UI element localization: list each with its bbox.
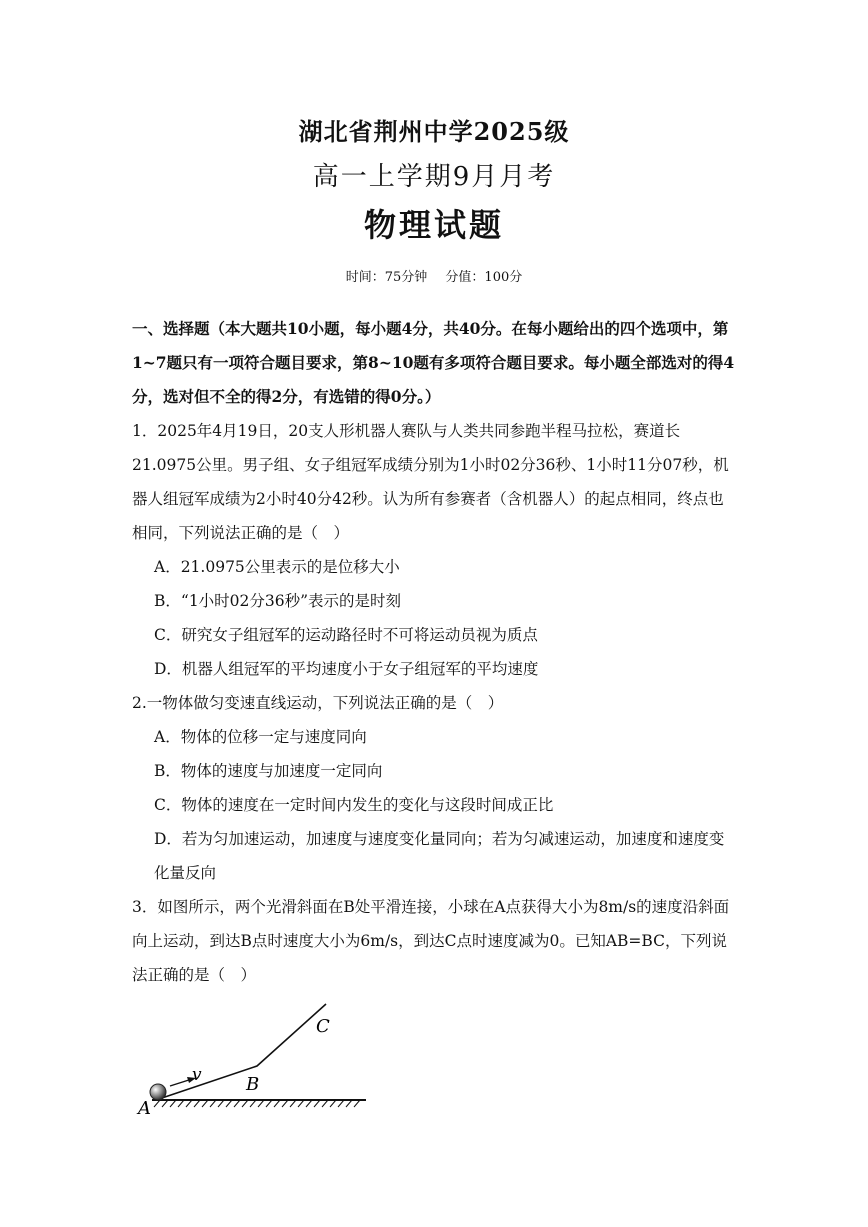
- question-2-option-a: A．物体的位移一定与速度同向: [154, 728, 367, 746]
- incline-diagram: [130, 1000, 380, 1120]
- question-2-stem: 2.一物体做匀变速直线运动，下列说法正确的是（ ）: [132, 694, 504, 712]
- exam-meta: [0, 266, 868, 285]
- question-3-stem: 3．如图所示，两个光滑斜面在B处平滑连接，小球在A点获得大小为8m/s的速度沿斜面向上运动，到达B点时速度大小为6m/s，到达C点时速度减为0。已知AB=BC，下列说法正确的是（ ）: [132, 898, 730, 984]
- label-b: B: [246, 1074, 260, 1095]
- label-v: v: [192, 1065, 202, 1085]
- exam-score: 分值：100分: [445, 270, 523, 285]
- question-2-option-c: C．物体的速度在一定时间内发生的变化与这段时间成正比: [154, 796, 554, 814]
- question-1-stem: 1．2025年4月19日，20支人形机器人赛队与人类共同参跑半程马拉松，赛道长21.0975公里。男子组、女子组冠军成绩分别为1小时02分36秒、1小时11分07秒，机器人组冠军成绩为2小时40分42秒。认为所有参赛者（含机器人）的起点相同，终点也相同，下列说法正确的是（ ）: [132, 422, 729, 542]
- incline-slopes: [156, 1004, 326, 1100]
- section-heading: 一、选择题（本大题共10小题，每小题4分，共40分。在每小题给出的四个选项中，第1~7题只有一项符合题目要求，第8~10题有多项符合题目要求。每小题全部选对的得4分，选对但不全的得2分，有选错的得0分。）: [132, 319, 735, 406]
- question-2-option-b: B．物体的速度与加速度一定同向: [154, 762, 383, 780]
- question-1-option-b: B．“1小时02分36秒”表示的是时刻: [154, 592, 402, 610]
- subject-title: 物理试题: [363, 206, 504, 244]
- ground-hatch: [154, 1100, 360, 1107]
- ball: [150, 1084, 166, 1100]
- exam-time: 时间：75分钟: [345, 270, 428, 285]
- label-a: A: [138, 1098, 151, 1119]
- school-title: 湖北省荆州中学2025级: [298, 117, 570, 146]
- question-2-option-d: D．若为匀加速运动，加速度与速度变化量同向；若为匀减速运动，加速度和速度变化量反向: [154, 830, 725, 882]
- question-1-option-c: C．研究女子组冠军的运动路径时不可将运动员视为质点: [154, 626, 538, 644]
- question-1-option-d: D．机器人组冠军的平均速度小于女子组冠军的平均速度: [154, 660, 539, 678]
- label-c: C: [316, 1016, 330, 1037]
- exam-title: 高一上学期9月月考: [312, 162, 556, 192]
- exam-content: [132, 312, 738, 992]
- question-1-option-a: A．21.0975公里表示的是位移大小: [154, 558, 400, 576]
